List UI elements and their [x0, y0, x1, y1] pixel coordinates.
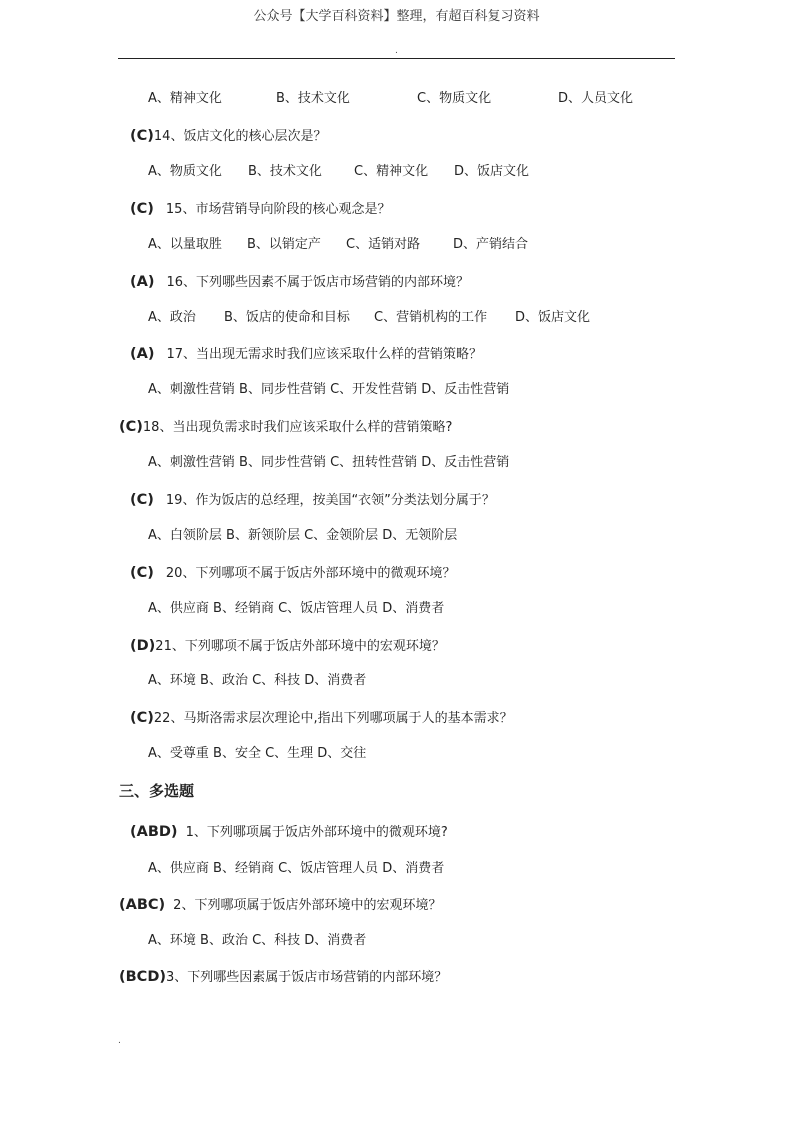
q13-option-b: B、技术文化	[276, 91, 350, 106]
page-header: 公众号【大学百科资料】整理，有超百科复习资料	[253, 9, 540, 24]
m1-options: A、供应商 B、经销商 C、饭店管理人员 D、消费者	[148, 861, 445, 876]
q22-answer: (C)	[130, 710, 154, 726]
q13-option-c: C、物质文化	[417, 91, 492, 106]
m1-answer: (ABD)	[130, 824, 178, 840]
q18-question	[119, 418, 452, 437]
q19-question	[130, 491, 495, 510]
q22-text: 22、马斯洛需求层次理论中,指出下列哪项属于人的基本需求？	[153, 711, 513, 726]
m1-text: 1、下列哪项属于饭店外部环境中的微观环境?	[185, 825, 448, 840]
q16-question	[130, 273, 469, 292]
q13-options	[148, 90, 633, 108]
q13-option-a: A、精神文化	[148, 91, 222, 106]
q22-question	[130, 709, 513, 728]
q19-options: A、白领阶层 B、新领阶层 C、金领阶层 D、无领阶层	[148, 528, 458, 543]
q15-option-c: C、适销对路	[346, 237, 421, 252]
q20-question	[130, 564, 455, 583]
q21-options: A、环境 B、政治 C、科技 D、消费者	[148, 673, 367, 688]
q21-answer: (D)	[130, 638, 156, 654]
q14-question	[130, 127, 326, 146]
q16-option-a: A、政治	[148, 310, 196, 325]
m3-text: 3、下列哪些因素属于饭店市场营销的内部环境？	[165, 970, 448, 985]
q17-text: 17、当出现无需求时我们应该采取什么样的营销策略？	[166, 347, 483, 362]
q17-options: A、刺激性营销 B、同步性营销 C、开发性营销 D、反击性营销	[148, 382, 510, 397]
q14-option-b: B、技术文化	[248, 164, 322, 179]
q21-text: 21、下列哪项不属于饭店外部环境中的宏观环境？	[155, 639, 445, 654]
q18-answer: (C)	[119, 419, 143, 435]
q16-text: 16、下列哪些因素不属于饭店市场营销的内部环境？	[166, 275, 470, 290]
q22-options: A、受尊重 B、安全 C、生理 D、交往	[148, 746, 367, 761]
m2-options: A、环境 B、政治 C、科技 D、消费者	[148, 933, 367, 948]
q17-question	[130, 345, 482, 364]
q14-answer: (C)	[130, 128, 154, 144]
q16-option-b: B、饭店的使命和目标	[224, 310, 350, 325]
q19-text: 19、作为饭店的总经理，按美国“衣领”分类法划分属于？	[165, 493, 495, 508]
q20-answer: (C)	[130, 565, 154, 581]
q14-option-a: A、物质文化	[148, 164, 222, 179]
q19-answer: (C)	[130, 492, 154, 508]
section-title-multiple-choice: 三、多选题	[119, 782, 195, 800]
q15-option-a: A、以量取胜	[148, 237, 222, 252]
m1-question	[130, 823, 448, 842]
header-dot: .	[395, 46, 398, 56]
q16-option-c: C、营销机构的工作	[374, 310, 488, 325]
q15-option-b: B、以销定产	[247, 237, 321, 252]
q14-option-c: C、精神文化	[354, 164, 429, 179]
q14-option-d: D、饭店文化	[454, 164, 530, 179]
m2-question	[119, 896, 441, 915]
q15-question	[130, 200, 390, 219]
q14-text: 14、饭店文化的核心层次是？	[153, 129, 327, 144]
q16-options	[148, 309, 590, 327]
header-rule	[118, 58, 675, 59]
q21-question	[130, 637, 445, 656]
m3-answer: (BCD)	[119, 969, 166, 985]
m3-question	[119, 968, 447, 987]
q16-option-d: D、饭店文化	[515, 310, 591, 325]
q14-options	[148, 163, 529, 181]
m2-answer: (ABC)	[119, 897, 166, 913]
q18-text: 18、当出现负需求时我们应该采取什么样的营销策略?	[142, 420, 453, 435]
footer-dot: .	[118, 1036, 121, 1046]
q15-answer: (C)	[130, 201, 154, 217]
q15-option-d: D、产销结合	[453, 237, 529, 252]
q18-options: A、刺激性营销 B、同步性营销 C、扭转性营销 D、反击性营销	[148, 455, 510, 470]
q20-options: A、供应商 B、经销商 C、饭店管理人员 D、消费者	[148, 601, 445, 616]
q20-text: 20、下列哪项不属于饭店外部环境中的微观环境？	[165, 566, 456, 581]
q15-text: 15、市场营销导向阶段的核心观念是？	[165, 202, 391, 217]
q15-options	[148, 236, 528, 254]
q13-option-d: D、人员文化	[558, 91, 634, 106]
q17-answer: (A)	[130, 346, 155, 362]
m2-text: 2、下列哪项属于饭店外部环境中的宏观环境？	[173, 898, 442, 913]
q16-answer: (A)	[130, 274, 155, 290]
